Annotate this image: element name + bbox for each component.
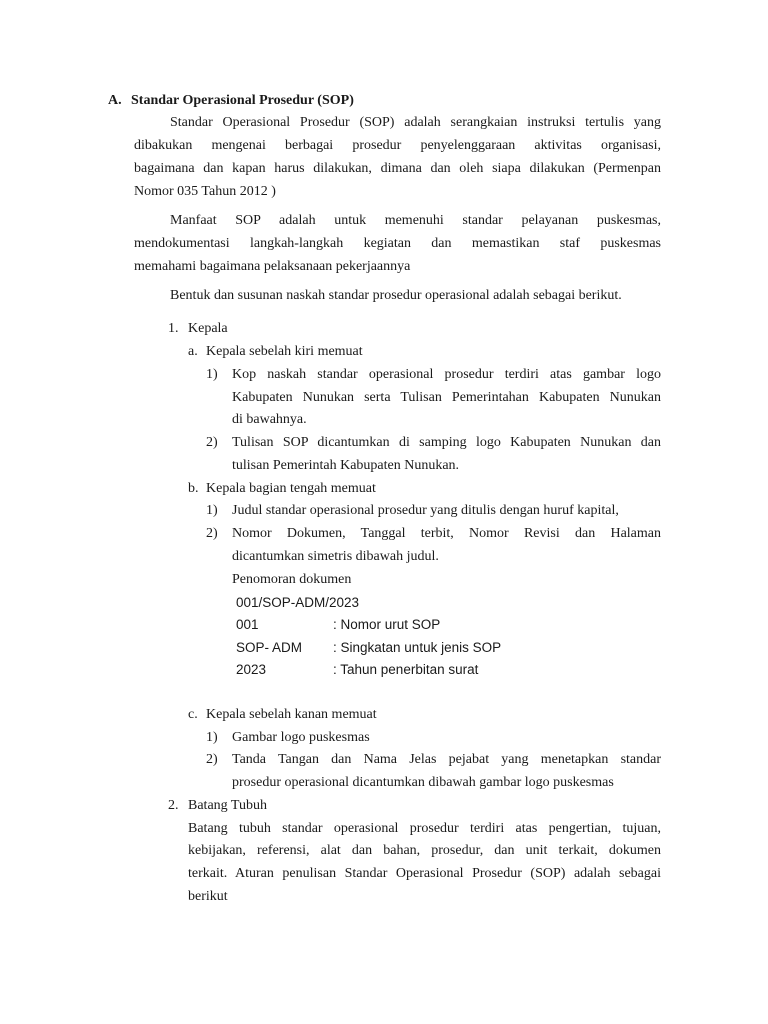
item1a-s2-line-1: Tulisan SOP dicantumkan di samping logo Kabupaten Nunukan dan	[232, 435, 661, 450]
para2-line-1: Manfaat SOP adalah untuk memenuhi standar pelayanan puskesmas,	[170, 213, 661, 228]
item1b-s2-marker: 2)	[206, 526, 218, 541]
item1c-marker: c.	[188, 707, 198, 722]
numbering-example: 001/SOP-ADM/2023	[236, 595, 360, 610]
item1a-s2-line-2: tulisan Pemerintah Kabupaten Nunukan.	[232, 458, 460, 473]
item1a-s2-marker: 2)	[206, 435, 218, 450]
item1b-s2-line-2: dicantumkan simetris dibawah judul.	[232, 549, 439, 564]
numbering-desc-2: : Singkatan untuk jenis SOP	[333, 640, 502, 655]
item1b-s2-line-1: Nomor Dokumen, Tanggal terbit, Nomor Revisi dan Halaman	[232, 526, 661, 541]
item1c-s2-line-1: Tanda Tangan dan Nama Jelas pejabat yang menetapkan standar	[232, 752, 661, 767]
item1a-label: Kepala sebelah kiri memuat	[206, 344, 363, 359]
para1-line-1: Standar Operasional Prosedur (SOP) adalah serangkaian instruksi tertulis yang	[170, 115, 661, 130]
item1a-s1-line-3: di bawahnya.	[232, 412, 307, 427]
numbering-title: Penomoran dokumen	[232, 572, 352, 587]
item1a-s1-marker: 1)	[206, 367, 218, 382]
para1-line-3: bagaimana dan kapan harus dilakukan, dimana dan oleh siapa dilakukan (Permenpan	[134, 161, 661, 176]
item2-line-1: Batang tubuh standar operasional prosedur terdiri atas pengertian, tujuan,	[188, 821, 661, 836]
item2-line-2: kebijakan, referensi, alat dan bahan, prosedur, dan unit terkait, dokumen	[188, 843, 661, 858]
item1c-s2-line-2: prosedur operasional dicantumkan dibawah gambar logo puskesmas	[232, 775, 614, 790]
item1b-s1-marker: 1)	[206, 503, 218, 518]
para2-line-2: mendokumentasi langkah-langkah kegiatan dan memastikan staf puskesmas	[134, 236, 661, 251]
section-heading: Standar Operasional Prosedur (SOP)	[131, 93, 354, 108]
item1b-s1-text: Judul standar operasional prosedur yang ditulis dengan huruf kapital,	[232, 503, 619, 518]
item1c-s1-text: Gambar logo puskesmas	[232, 730, 370, 745]
numbering-desc-3: : Tahun penerbitan surat	[333, 662, 479, 677]
item1a-marker: a.	[188, 344, 198, 359]
numbering-desc-1: : Nomor urut SOP	[333, 617, 441, 632]
numbering-code-1: 001	[236, 617, 259, 632]
item1b-marker: b.	[188, 481, 199, 496]
para2-line-3: memahami bagaimana pelaksanaan pekerjaannya	[134, 259, 411, 274]
item2-label: Batang Tubuh	[188, 798, 267, 813]
numbering-code-3: 2023	[236, 662, 267, 677]
item1-label: Kepala	[188, 321, 228, 336]
item1a-s1-line-1: Kop naskah standar operasional prosedur terdiri atas gambar logo	[232, 367, 661, 382]
item2-line-4: berikut	[188, 889, 228, 904]
item1c-s1-marker: 1)	[206, 730, 218, 745]
para3: Bentuk dan susunan naskah standar prosedur operasional adalah sebagai berikut.	[170, 288, 622, 303]
para1-line-2: dibakukan mengenai berbagai prosedur penyelenggaraan aktivitas organisasi,	[134, 138, 661, 153]
item1c-s2-marker: 2)	[206, 752, 218, 767]
item2-line-3: terkait. Aturan penulisan Standar Operasional Prosedur (SOP) adalah sebagai	[188, 866, 661, 881]
para1-line-4: Nomor 035 Tahun 2012 )	[134, 184, 276, 199]
item1a-s1-line-2: Kabupaten Nunukan serta Tulisan Pemerintahan Kabupaten Nunukan	[232, 390, 661, 405]
heading-marker: A.	[108, 93, 122, 108]
item2-marker: 2.	[168, 798, 179, 813]
numbering-code-2: SOP- ADM	[236, 640, 303, 655]
item1b-label: Kepala bagian tengah memuat	[206, 481, 376, 496]
item1c-label: Kepala sebelah kanan memuat	[206, 707, 377, 722]
item1-marker: 1.	[168, 321, 179, 336]
